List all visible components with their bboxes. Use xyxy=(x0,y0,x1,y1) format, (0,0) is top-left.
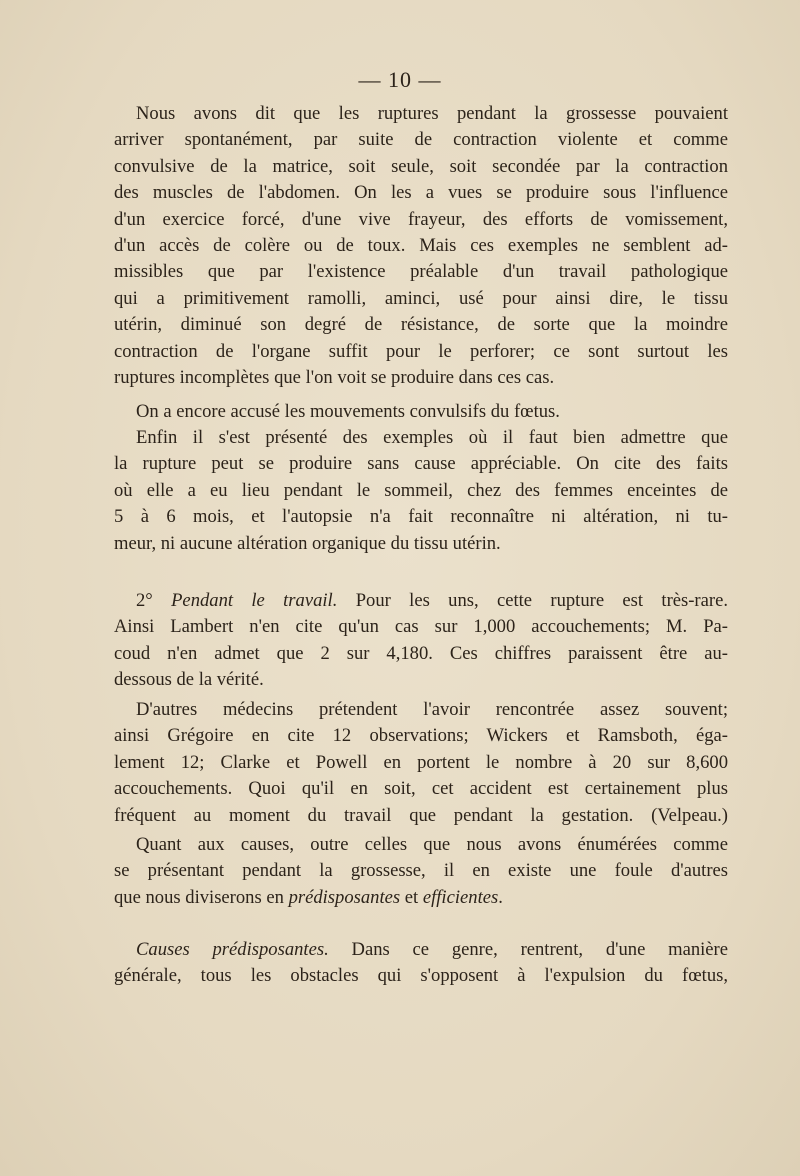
section-heading: Causes prédisposantes. xyxy=(136,939,329,960)
text-line: accouchements. Quoi qu'il en soit, cet accident est certainement plus xyxy=(114,778,728,800)
text-line: des muscles de l'abdomen. On les a vues se produire sous l'influence xyxy=(114,182,728,204)
paragraph-2 xyxy=(114,399,728,425)
text-line: meur, ni aucune altération organique du tissu utérin. xyxy=(114,532,501,554)
text-line: ruptures incomplètes que l'on voit se produire dans ces cas. xyxy=(114,366,555,388)
text-line: utérin, diminué son degré de résistance, de sorte que la moindre xyxy=(114,314,728,336)
paragraph-7 xyxy=(114,937,728,990)
text-line: 5 à 6 mois, et l'autopsie n'a fait reconnaître ni altération, ni tu- xyxy=(114,506,728,528)
text-line: missibles que par l'existence préalable d'un travail pathologique xyxy=(114,261,728,283)
text-span: que nous diviserons en xyxy=(114,886,289,908)
text-line: coud n'en admet que 2 sur 4,180. Ces chiffres paraissent être au- xyxy=(114,642,728,664)
text-line: générale, tous les obstacles qui s'opposent à l'expulsion du fœtus, xyxy=(114,965,728,987)
text-line: D'autres médecins prétendent l'avoir rencontrée assez souvent; xyxy=(136,699,728,720)
text-line: Nous avons dit que les ruptures pendant la grossesse pouvaient xyxy=(136,103,728,124)
text-line: Ainsi Lambert n'en cite qu'un cas sur 1,000 accouchements; M. Pa- xyxy=(114,616,728,638)
paragraph-5 xyxy=(114,697,728,829)
text-line: se présentant pendant la grossesse, il en existe une foule d'autres xyxy=(114,860,728,882)
text-span: Pour les uns, cette rupture est très-rare. xyxy=(337,590,728,611)
page-number: — 10 — xyxy=(358,67,442,92)
italic-term: efficientes xyxy=(422,886,499,908)
text-line: d'un exercice forcé, d'une vive frayeur, des efforts de vomissement, xyxy=(114,208,728,230)
text-line xyxy=(114,588,728,614)
text-line xyxy=(114,885,728,911)
text-line: arriver spontanément, par suite de contraction violente et comme xyxy=(114,129,728,151)
paragraph-6 xyxy=(114,832,728,911)
text-line: convulsive de la matrice, soit seule, soit secondée par la contraction xyxy=(114,155,728,177)
text-line: contraction de l'organe suffit pour le perforer; ce sont surtout les xyxy=(114,340,728,362)
text-line: Enfin il s'est présenté des exemples où il faut bien admettre que xyxy=(136,427,728,448)
text-line: où elle a eu lieu pendant le sommeil, chez des femmes enceintes de xyxy=(114,479,728,501)
text-line xyxy=(114,937,728,963)
text-line: qui a primitivement ramolli, aminci, usé pour ainsi dire, le tissu xyxy=(114,287,728,309)
section-heading: Pendant le travail. xyxy=(171,590,338,611)
text-span: et xyxy=(400,886,423,908)
text-line: dessous de la vérité. xyxy=(114,669,264,691)
text-line: Quant aux causes, outre celles que nous avons énumérées comme xyxy=(136,834,728,855)
italic-term: prédisposantes xyxy=(288,886,401,908)
text-line: d'un accès de colère ou de toux. Mais ces exemples ne semblent ad- xyxy=(114,234,728,256)
text-span: Dans ce genre, rentrent, d'une manière xyxy=(328,939,728,960)
text-line: fréquent au moment du travail que pendant la gestation. (Velpeau.) xyxy=(114,804,728,826)
text-line: ainsi Grégoire en cite 12 observations; Wickers et Ramsboth, éga- xyxy=(114,725,728,747)
text-line: lement 12; Clarke et Powell en portent le nombre à 20 sur 8,600 xyxy=(114,751,728,773)
paragraph-3 xyxy=(114,425,728,557)
paragraph-1 xyxy=(114,101,728,391)
text-span: . xyxy=(498,886,503,908)
text-line: la rupture peut se produire sans cause appréciable. On cite des faits xyxy=(114,453,728,475)
section-number: 2° xyxy=(136,590,172,611)
paragraph-4 xyxy=(114,588,728,694)
text-line: On a encore accusé les mouvements convulsifs du fœtus. xyxy=(136,401,560,422)
